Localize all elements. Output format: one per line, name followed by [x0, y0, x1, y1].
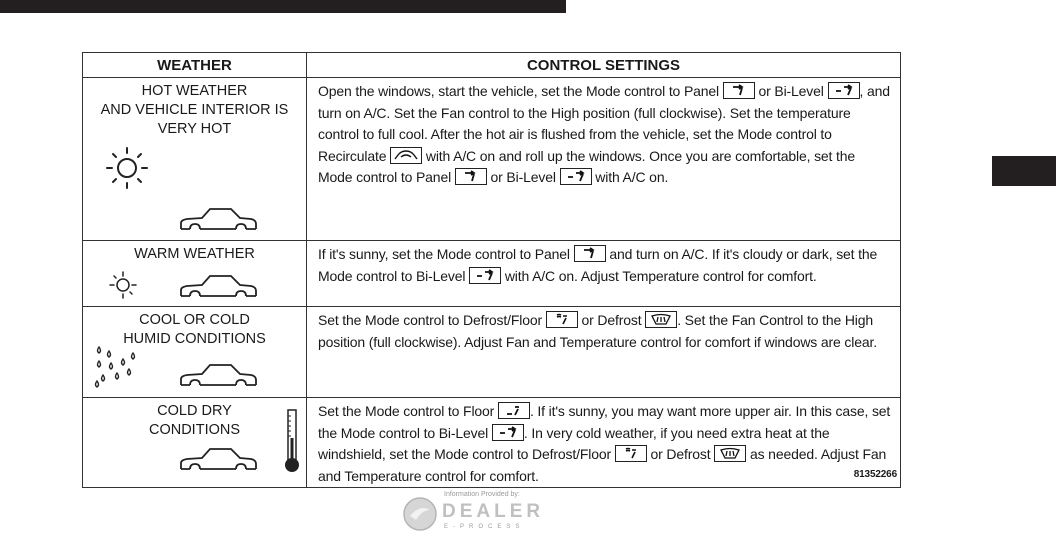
sun-large-icon [103, 144, 151, 192]
section-tab [992, 156, 1056, 186]
settings-warm [307, 241, 901, 307]
bilevel-mode-icon [492, 424, 524, 441]
dealer-logo-icon [402, 496, 438, 532]
defrost-mode-icon [645, 311, 677, 328]
panel-mode-icon [723, 82, 755, 99]
watermark-subtitle: E-PROCESS [444, 524, 525, 530]
panel-mode-icon [455, 168, 487, 185]
settings-text: and turn on A/C. If it's cloudy or dark, set the Mode control to Bi-Level [318, 246, 878, 284]
defrost-mode-icon [714, 445, 746, 462]
watermark-caption: Information Provided by: [444, 491, 520, 498]
watermark-brand: DEALER [442, 501, 545, 522]
defrost-floor-mode-icon [615, 445, 647, 462]
settings-hot [307, 78, 901, 241]
weather-hot [83, 78, 307, 241]
rain-drops-icon [93, 343, 143, 389]
weather-label-cool-humid: COOL OR COLD HUMID CONDITIONS [123, 312, 266, 347]
settings-text: Set the Mode control to Defrost/Floor [318, 312, 546, 328]
header-weather: WEATHER [83, 53, 307, 78]
settings-cool-humid [307, 307, 901, 398]
weather-warm [83, 241, 307, 307]
settings-text: or Bi-Level [486, 169, 560, 185]
settings-text: or Bi-Level [754, 83, 828, 99]
settings-text: If it's sunny, set the Mode control to Panel [318, 246, 574, 262]
weather-label-cold-dry: COLD DRY CONDITIONS [148, 403, 241, 438]
settings-text: with A/C on. [591, 169, 669, 185]
weather-cool-humid [83, 307, 307, 398]
bilevel-mode-icon [469, 267, 501, 284]
defrost-floor-mode-icon [546, 311, 578, 328]
settings-text: . In very cold weather, if you need extra heat at the windshield, set the Mode control to Defrost/Floor [318, 424, 830, 462]
settings-text: or Defrost [577, 312, 646, 328]
settings-text: with A/C on and roll up the windows. Once you are comfortable, set the Mode control to Panel [318, 147, 856, 185]
settings-text: as needed. Adjust Fan and Temperature control for comfort. [318, 446, 887, 484]
weather-cold-dry [83, 398, 307, 488]
bilevel-mode-icon [560, 168, 592, 185]
weather-label-hot: HOT WEATHER AND VEHICLE INTERIOR IS VERY HOT [100, 83, 289, 137]
car-icon [178, 362, 258, 392]
thermometer-icon [283, 408, 301, 474]
header-bar [0, 0, 566, 13]
settings-text: . Set the Fan Control to the High position (full clockwise). Adjust Fan and Temperature control for comfort if windows are clear. [318, 312, 877, 350]
car-icon [178, 206, 258, 236]
settings-text: Open the windows, start the vehicle, set the Mode control to Panel [318, 83, 723, 99]
bilevel-mode-icon [828, 82, 860, 99]
figure-reference-number: 81352266 [853, 468, 897, 480]
weather-label-warm: WARM WEATHER [134, 246, 255, 262]
sun-small-icon [107, 269, 139, 301]
panel-mode-icon [574, 245, 606, 262]
settings-cold-dry [307, 398, 901, 488]
car-icon [178, 446, 258, 476]
settings-text: . If it's sunny, you may want more upper air. In this case, set the Mode control to Bi-Level [318, 403, 891, 441]
settings-text: with A/C on. Adjust Temperature control for comfort. [501, 267, 817, 284]
watermark [400, 488, 570, 538]
header-control-settings: CONTROL SETTINGS [307, 53, 901, 78]
settings-text: or Defrost [646, 446, 715, 462]
settings-text: Set the Mode control to Floor [318, 403, 498, 419]
car-icon [178, 273, 258, 303]
settings-text: , and turn on A/C. Set the Fan control to the High position (full clockwise). Set the temperature control to full cool. After the hot air is flushed from the vehicle, set the Mode control to Recirculate [318, 83, 890, 164]
recirculate-mode-icon [390, 147, 422, 164]
climate-control-table [82, 52, 900, 484]
floor-mode-icon [498, 402, 530, 419]
